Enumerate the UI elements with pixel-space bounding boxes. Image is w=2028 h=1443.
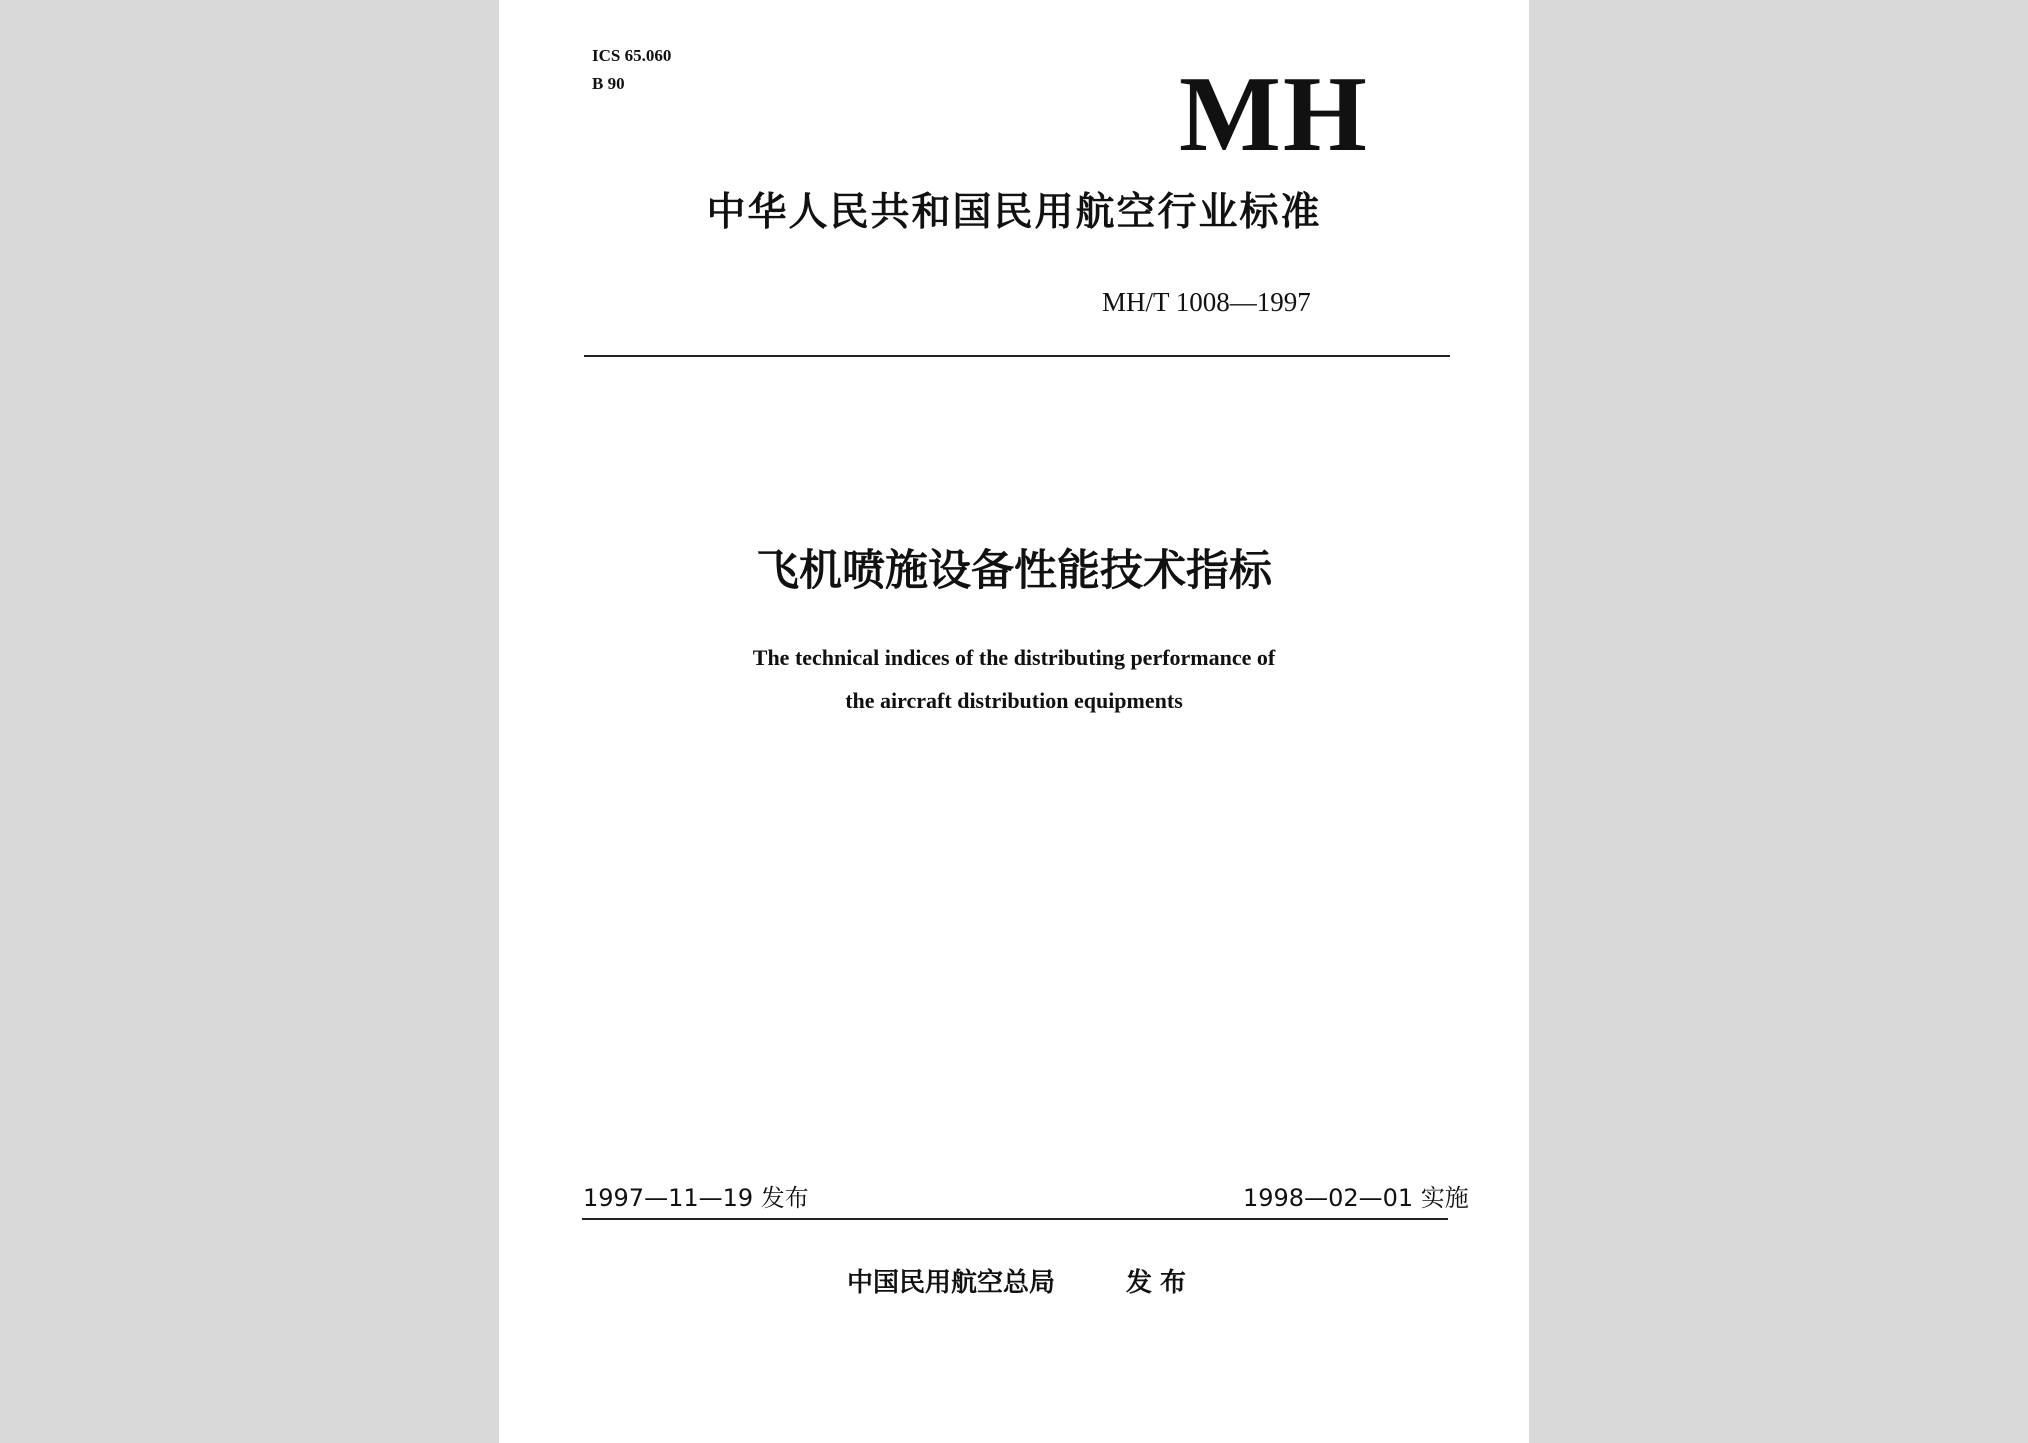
english-title-line-1: The technical indices of the distributing performance of — [752, 645, 1276, 670]
publisher-name: 中国民用航空总局 — [847, 1268, 1056, 1298]
publish-label: 发布 — [1126, 1268, 1195, 1298]
standard-number: MH/T 1008—1997 — [1102, 287, 1311, 317]
implementation-date: 1998—02—01 实施 — [1243, 1184, 1469, 1212]
classification-codes — [592, 42, 671, 98]
issue-date: 1997—11—19 发布 — [583, 1184, 809, 1212]
footer-divider — [582, 1218, 1448, 1220]
ccs-code: B 90 — [592, 74, 625, 93]
document-title-chinese: 飞机喷施设备性能技术指标 — [756, 546, 1272, 596]
header-divider — [584, 355, 1450, 357]
document-title-english — [499, 636, 1529, 722]
document-page — [499, 0, 1529, 1443]
standard-logo: MH — [1179, 55, 1369, 174]
english-title-line-2: the aircraft distribution equipments — [845, 688, 1183, 713]
industry-standard-heading: 中华人民共和国民用航空行业标准 — [706, 190, 1322, 235]
ics-code: ICS 65.060 — [592, 46, 672, 65]
